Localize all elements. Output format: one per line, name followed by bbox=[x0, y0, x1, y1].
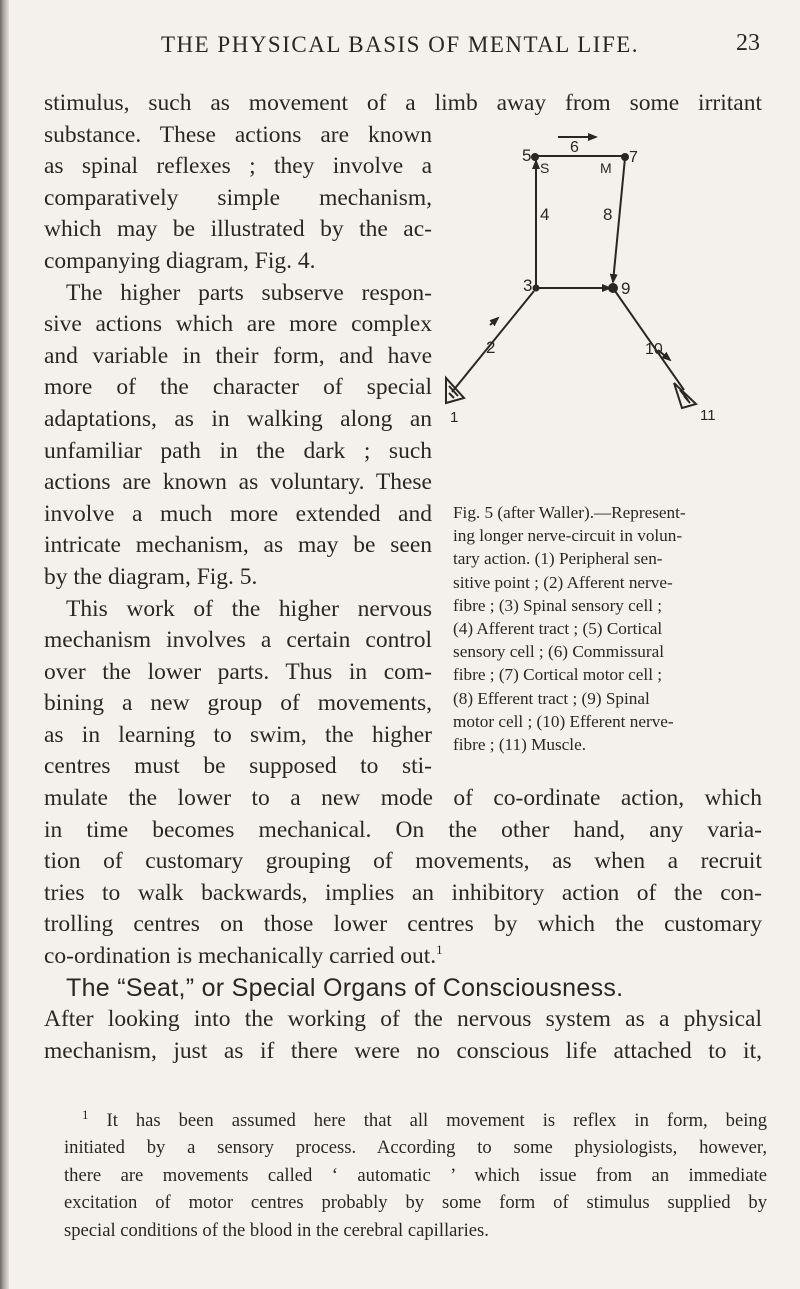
text-line: by the diagram, Fig. 5. bbox=[44, 563, 258, 590]
text-line: tries to walk backwards, implies an inhibitory action of the con- bbox=[44, 879, 762, 906]
caption-line: ing longer nerve-circuit in volun- bbox=[453, 526, 683, 546]
spinal-sensory-cell bbox=[533, 285, 540, 292]
narrow-column-text bbox=[44, 120, 432, 783]
paragraph-continuation bbox=[44, 88, 762, 120]
section-heading: The “Seat,” or Special Organs of Consciousness. bbox=[66, 973, 624, 1002]
text-line: which may be illustrated by the ac- bbox=[44, 216, 432, 243]
label-8: 8 bbox=[603, 205, 613, 224]
caption-line: tary action. (1) Peripheral sen- bbox=[453, 549, 663, 569]
page-number: 23 bbox=[736, 30, 760, 56]
label-m: M bbox=[600, 160, 612, 176]
afferent-tick bbox=[490, 318, 498, 325]
label-2: 2 bbox=[486, 338, 496, 357]
text-line-content: co-ordination is mechanically carried out. bbox=[44, 942, 437, 969]
text-line: mechanism, just as if there were no conscious life attached to it, bbox=[44, 1037, 762, 1064]
text-line: bining a new group of movements, bbox=[44, 690, 432, 717]
label-10: 10 bbox=[645, 341, 663, 358]
text-line: substance. These actions are known bbox=[44, 121, 432, 148]
caption-line: sitive point ; (2) Afferent nerve- bbox=[453, 572, 673, 592]
running-head: THE PHYSICAL BASIS OF MENTAL LIFE. bbox=[160, 32, 640, 57]
muscle bbox=[674, 383, 696, 408]
text-line: trolling centres on those lower centres by which the customary bbox=[44, 911, 762, 938]
label-3: 3 bbox=[523, 276, 533, 295]
page-header bbox=[0, 28, 800, 68]
footnote-marker: 1 bbox=[82, 1106, 89, 1122]
text-line: mulate the lower to a new mode of co-ordinate action, which bbox=[44, 785, 762, 811]
text-line: stimulus, such as movement of a limb away from some irritant bbox=[44, 90, 762, 116]
text-line: comparatively simple mechanism, bbox=[44, 184, 432, 211]
footnote-line: excitation of motor centres probably by some form of stimulus supplied by bbox=[64, 1192, 767, 1214]
nerve-circuit-diagram bbox=[438, 128, 778, 500]
caption-line: Fig. 5 (after Waller).—Represent- bbox=[453, 503, 686, 522]
text-line: adaptations, as in walking along an bbox=[44, 405, 432, 432]
text-line: over the lower parts. Thus in com- bbox=[44, 658, 432, 685]
text-line: tion of customary grouping of movements, as when a recruit bbox=[44, 848, 762, 875]
cortical-sensory-cell bbox=[531, 153, 539, 161]
text-line: in time becomes mechanical. On the other hand, any varia- bbox=[44, 816, 762, 843]
text-line: as in learning to swim, the higher bbox=[44, 721, 432, 748]
footnote-line: special conditions of the blood in the cerebral capillaries. bbox=[64, 1219, 489, 1241]
footnote-line: initiated by a sensory process. According to some physiologists, however, bbox=[64, 1137, 767, 1159]
label-7: 7 bbox=[629, 149, 638, 166]
label-9: 9 bbox=[621, 279, 631, 298]
text-line: involve a much more extended and bbox=[44, 500, 432, 527]
label-4: 4 bbox=[540, 205, 550, 224]
caption-line: fibre ; (7) Cortical motor cell ; bbox=[453, 665, 663, 685]
efferent-tract bbox=[613, 158, 625, 282]
label-11: 11 bbox=[700, 407, 716, 424]
main-text-continued bbox=[44, 783, 762, 1067]
text-line: After looking into the working of the nervous system as a physical bbox=[44, 1006, 762, 1033]
footnote-line bbox=[64, 1107, 767, 1134]
cortical-motor-cell bbox=[621, 153, 629, 161]
footnote-line: there are movements called ‘ automatic ’ which issue from an immediate bbox=[64, 1164, 767, 1186]
text-line: mechanism involves a certain control bbox=[44, 627, 432, 654]
caption-line: fibre ; (3) Spinal sensory cell ; bbox=[453, 595, 663, 615]
caption-line: motor cell ; (10) Efferent nerve- bbox=[453, 711, 674, 731]
caption-line: fibre ; (11) Muscle. bbox=[453, 735, 587, 755]
text-line: actions are known as voluntary. These bbox=[44, 469, 432, 496]
text-line: centres must be supposed to sti- bbox=[44, 753, 432, 780]
caption-line: sensory cell ; (6) Commissural bbox=[453, 642, 664, 662]
footnote-ref: 1 bbox=[436, 942, 443, 958]
label-1: 1 bbox=[450, 409, 459, 426]
text-line: unfamiliar path in the dark ; such bbox=[44, 437, 432, 464]
figure-caption bbox=[453, 501, 771, 756]
text-line: sive actions which are more complex bbox=[44, 311, 432, 338]
footnote-line-text: It has been assumed here that all movement is reflex in form, being bbox=[106, 1110, 767, 1131]
text-line: intricate mechanism, as may be seen bbox=[44, 532, 432, 559]
text-line: and variable in their form, and have bbox=[44, 342, 432, 369]
footnote bbox=[64, 1107, 767, 1244]
caption-line: (4) Afferent tract ; (5) Cortical bbox=[453, 619, 663, 639]
page-gutter-shadow bbox=[0, 0, 9, 1289]
label-s: S bbox=[540, 160, 550, 176]
text-line bbox=[44, 941, 762, 973]
text-line: more of the character of special bbox=[44, 374, 432, 401]
text-line: companying diagram, Fig. 4. bbox=[44, 247, 316, 274]
text-line: This work of the higher nervous bbox=[66, 595, 432, 622]
text-line: as spinal reflexes ; they involve a bbox=[44, 153, 432, 180]
caption-line: (8) Efferent tract ; (9) Spinal bbox=[453, 688, 650, 708]
label-6: 6 bbox=[570, 139, 579, 156]
text-line: The higher parts subserve respon- bbox=[66, 279, 432, 306]
diagram-svg bbox=[438, 128, 778, 500]
spinal-motor-cell bbox=[608, 283, 618, 293]
label-5: 5 bbox=[522, 146, 532, 165]
